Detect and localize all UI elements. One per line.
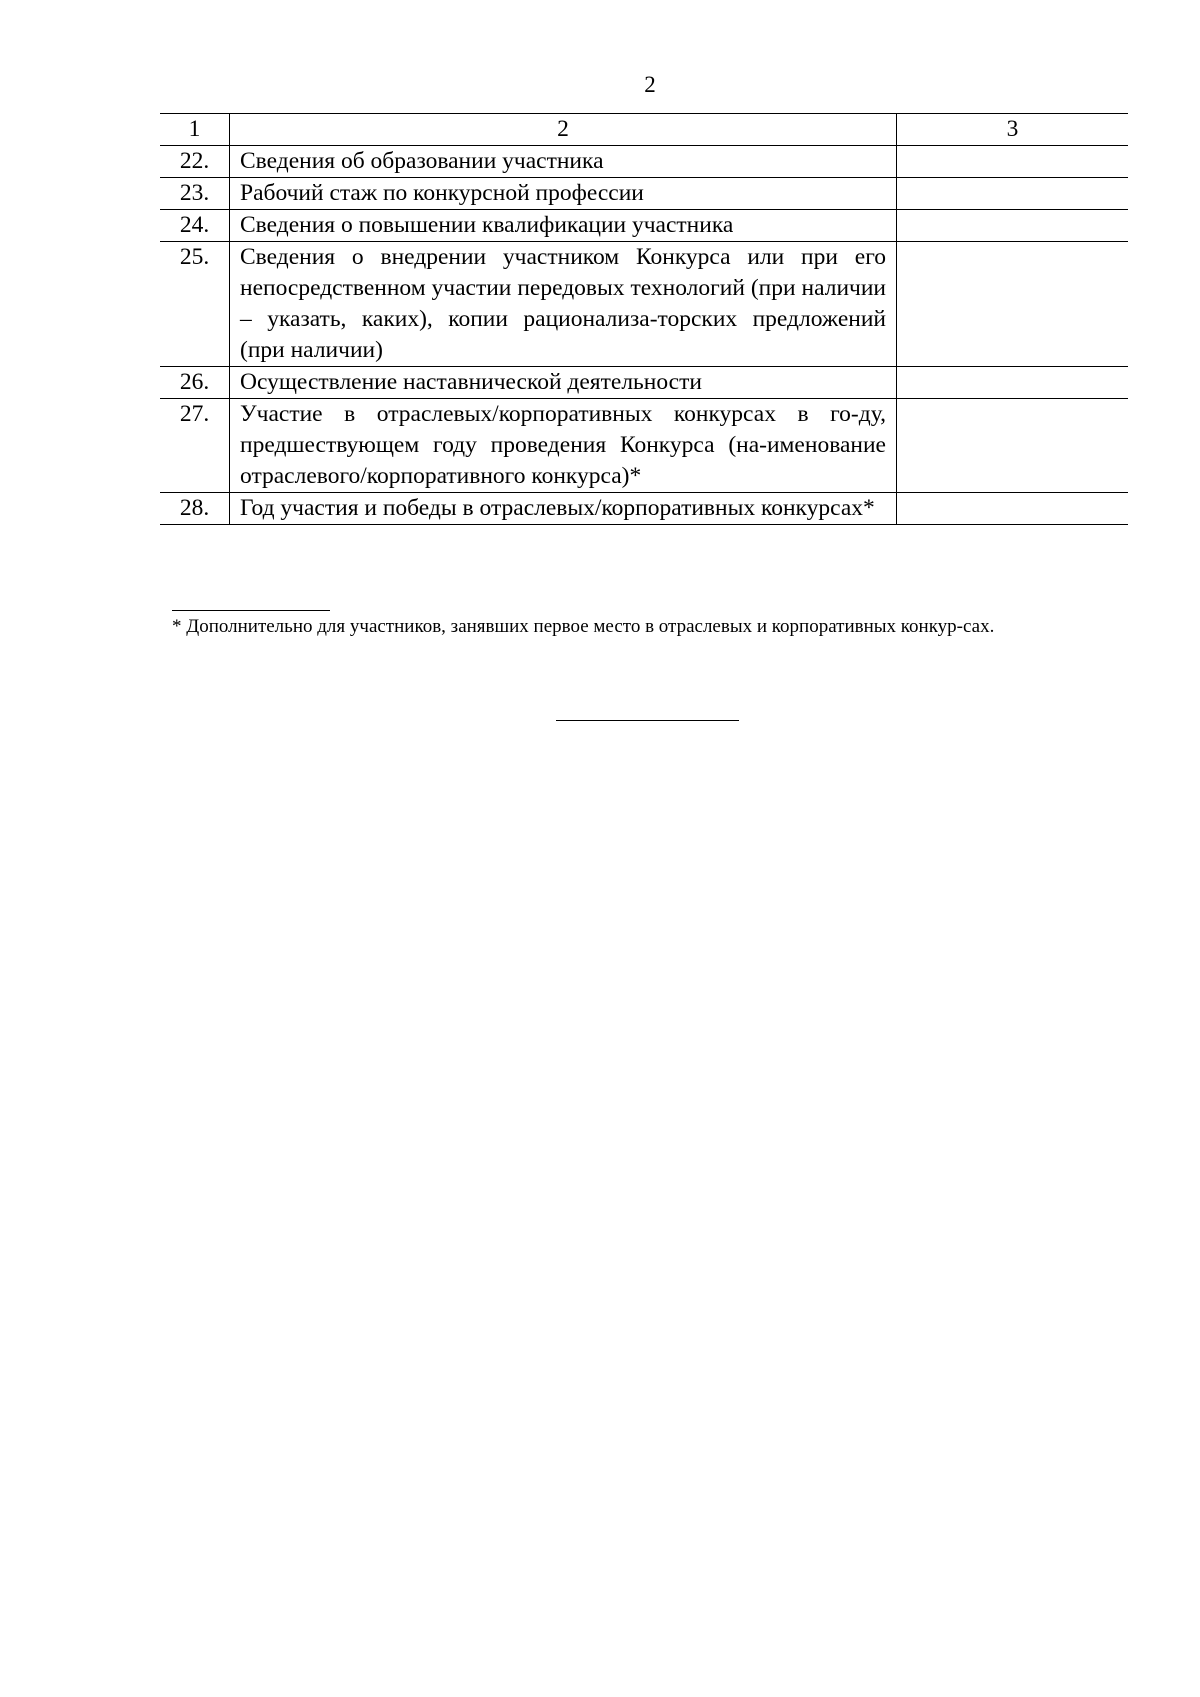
row-number: 23. [160, 178, 230, 210]
row-text: Сведения о внедрении участником Конкурса или при его непосредственном участии передовых технологий (при наличии – указать, каких), копии рационализа-торских предложений (при наличии) [230, 242, 897, 367]
form-table [160, 113, 1128, 525]
table-header-row [160, 114, 1128, 146]
row-value [897, 493, 1129, 525]
table-row [160, 367, 1128, 399]
row-text: Год участия и победы в отраслевых/корпоративных конкурсах* [230, 493, 897, 525]
footnote: * Дополнительно для участников, занявших первое место в отраслевых и корпоративных конкур-сах. [172, 616, 995, 637]
end-of-document-line [556, 720, 739, 721]
header-col-2: 2 [230, 114, 897, 146]
row-value [897, 146, 1129, 178]
table-row [160, 493, 1128, 525]
row-text: Рабочий стаж по конкурсной профессии [230, 178, 897, 210]
table-row [160, 146, 1128, 178]
row-text: Сведения об образовании участника [230, 146, 897, 178]
page-number: 2 [644, 72, 656, 97]
row-value [897, 210, 1129, 242]
row-text: Участие в отраслевых/корпоративных конкурсах в го-ду, предшествующем году проведения Конкурса (на-именование отраслевого/корпоративного конкурса)* [230, 399, 897, 493]
row-number: 25. [160, 242, 230, 367]
row-number: 24. [160, 210, 230, 242]
row-number: 22. [160, 146, 230, 178]
row-number: 26. [160, 367, 230, 399]
row-value [897, 367, 1129, 399]
footnote-separator [172, 610, 330, 611]
row-number: 28. [160, 493, 230, 525]
row-value [897, 399, 1129, 493]
table-row [160, 210, 1128, 242]
row-value [897, 242, 1129, 367]
row-text: Сведения о повышении квалификации участника [230, 210, 897, 242]
table-row [160, 178, 1128, 210]
row-text: Осуществление наставнической деятельности [230, 367, 897, 399]
row-value [897, 178, 1129, 210]
header-col-3: 3 [897, 114, 1129, 146]
row-number: 27. [160, 399, 230, 493]
table-row [160, 242, 1128, 367]
table-row [160, 399, 1128, 493]
header-col-1: 1 [160, 114, 230, 146]
